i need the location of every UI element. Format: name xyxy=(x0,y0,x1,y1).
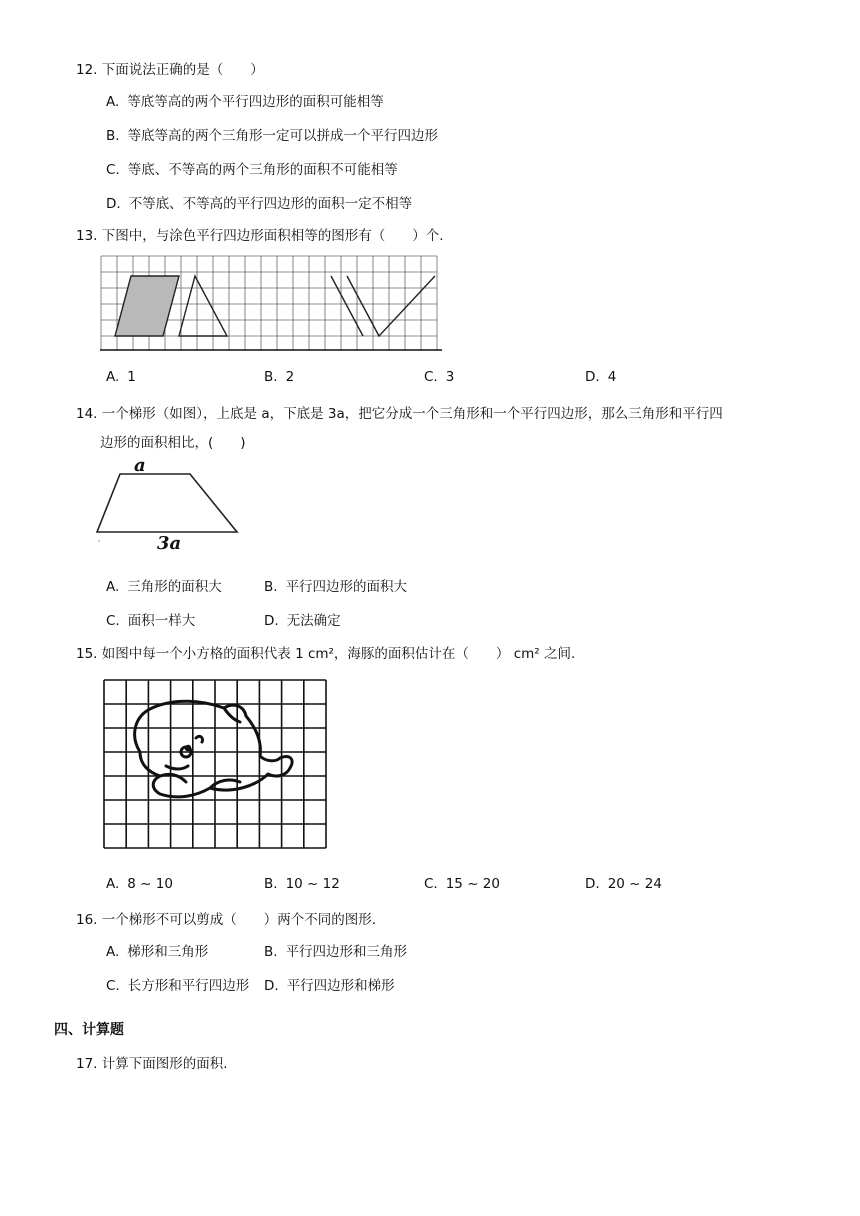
option-text: 无法确定 xyxy=(286,613,341,629)
q16-option-a[interactable] xyxy=(106,940,208,960)
option-text: 长方形和平行四边形 xyxy=(127,978,250,994)
q13-option-c[interactable] xyxy=(424,369,454,385)
option-letter: B. xyxy=(264,369,278,385)
option-letter: D. xyxy=(264,978,279,994)
q12-option-c[interactable] xyxy=(106,158,398,178)
option-letter: C. xyxy=(106,162,120,178)
option-text: 1 xyxy=(127,369,136,385)
dolphin-grid-figure-q15 xyxy=(100,676,332,852)
option-text: 2 xyxy=(285,369,295,385)
question-text: 如图中每一个小方格的面积代表 1 cm²，海豚的面积估计在（ ） cm² 之间. xyxy=(101,646,576,662)
q13-option-d[interactable] xyxy=(585,369,616,385)
option-letter: C. xyxy=(106,613,120,629)
question-number: 12. xyxy=(76,62,98,78)
option-letter: A. xyxy=(106,876,120,892)
question-13-stem xyxy=(76,224,444,244)
q15-option-c[interactable] xyxy=(424,876,500,892)
option-text: 平行四边形和三角形 xyxy=(285,944,408,960)
question-text-line1: 一个梯形（如图），上底是 a，下底是 3a，把它分成一个三角形和一个平行四边形，那么三角形和平行四 xyxy=(101,406,723,422)
option-text: 面积一样大 xyxy=(127,613,196,629)
option-text: 等底等高的两个三角形一定可以拼成一个平行四边形 xyxy=(127,128,439,144)
question-15-stem xyxy=(76,642,575,662)
q15-option-b[interactable] xyxy=(264,876,340,892)
q14-option-c[interactable] xyxy=(106,609,195,629)
option-letter: C. xyxy=(106,978,120,994)
q13-option-a[interactable] xyxy=(106,369,136,385)
option-text: 等底、不等高的两个三角形的面积不可能相等 xyxy=(127,162,398,178)
q14-option-a[interactable] xyxy=(106,575,222,595)
option-letter: A. xyxy=(106,579,120,595)
triangle-shape-3 xyxy=(347,276,435,336)
option-text: 8 ~ 10 xyxy=(127,876,173,892)
option-letter: D. xyxy=(106,196,121,212)
question-number: 15. xyxy=(76,646,98,662)
option-letter: C. xyxy=(424,369,438,385)
question-17-stem xyxy=(76,1052,228,1072)
question-14-stem-line2: 边形的面积相比，( ) xyxy=(100,435,246,451)
question-12-stem xyxy=(76,58,264,78)
option-letter: D. xyxy=(585,369,600,385)
question-text: 计算下面图形的面积. xyxy=(101,1056,228,1072)
question-number: 14. xyxy=(76,406,98,422)
option-text: 梯形和三角形 xyxy=(127,944,209,960)
q12-option-b[interactable] xyxy=(106,124,438,144)
option-letter: C. xyxy=(424,876,438,892)
option-text: 等底等高的两个平行四边形的面积可能相等 xyxy=(127,94,384,110)
option-text: 4 xyxy=(607,369,617,385)
option-text: 10 ~ 12 xyxy=(285,876,340,892)
question-16-stem xyxy=(76,908,376,928)
q15-option-a[interactable] xyxy=(106,876,173,892)
q16-option-b[interactable] xyxy=(264,940,407,960)
option-text: 不等底、不等高的平行四边形的面积一定不相等 xyxy=(128,196,413,212)
question-text: 下面说法正确的是（ ） xyxy=(101,62,264,78)
q16-option-d[interactable] xyxy=(264,974,395,994)
trapezoid-bottom-label: 3a xyxy=(157,533,182,554)
q15-option-d[interactable] xyxy=(585,876,662,892)
question-number: 17. xyxy=(76,1056,98,1072)
option-letter: B. xyxy=(264,876,278,892)
question-number: 13. xyxy=(76,228,98,244)
grid-figure-q13 xyxy=(100,254,442,352)
question-14-stem xyxy=(76,402,723,422)
option-letter: D. xyxy=(264,613,279,629)
trapezoid-top-label: a xyxy=(134,455,146,476)
option-text: 平行四边形和梯形 xyxy=(286,978,395,994)
option-letter: A. xyxy=(106,944,120,960)
triangle-shape-1 xyxy=(179,276,227,336)
section-title: 四、计算题 xyxy=(54,1022,124,1038)
option-letter: D. xyxy=(585,876,600,892)
q14-option-d[interactable] xyxy=(264,609,341,629)
option-text: 20 ~ 24 xyxy=(607,876,662,892)
option-letter: B. xyxy=(264,944,278,960)
question-text: 一个梯形不可以剪成（ ）两个不同的图形. xyxy=(101,912,377,928)
option-letter: B. xyxy=(106,128,120,144)
q13-option-b[interactable] xyxy=(264,369,294,385)
option-letter: A. xyxy=(106,369,120,385)
q12-option-d[interactable] xyxy=(106,192,412,212)
option-text: 三角形的面积大 xyxy=(127,579,222,595)
option-text: 3 xyxy=(445,369,455,385)
option-text: 15 ~ 20 xyxy=(445,876,500,892)
q16-option-c[interactable] xyxy=(106,974,249,994)
q12-option-a[interactable] xyxy=(106,90,384,110)
q14-option-b[interactable] xyxy=(264,575,407,595)
parallelogram-shape-2 xyxy=(331,276,363,336)
option-letter: B. xyxy=(264,579,278,595)
shaded-parallelogram xyxy=(115,276,179,336)
question-text: 下图中，与涂色平行四边形面积相等的图形有（ ）个. xyxy=(101,228,444,244)
question-number: 16. xyxy=(76,912,98,928)
option-letter: A. xyxy=(106,94,120,110)
option-text: 平行四边形的面积大 xyxy=(285,579,408,595)
dolphin-outline xyxy=(135,701,292,797)
